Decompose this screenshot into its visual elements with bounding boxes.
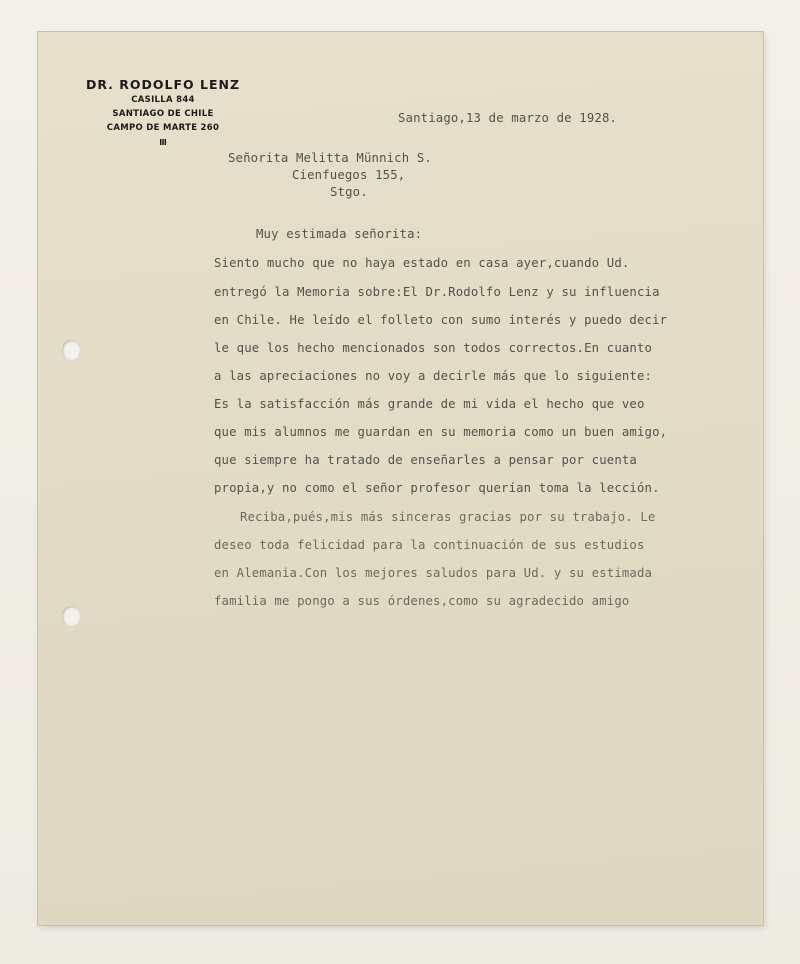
recipient-city: Stgo.: [330, 185, 368, 199]
body-line: a las apreciaciones no voy a decirle más que lo siguiente:: [214, 369, 653, 383]
letterhead-name: DR. RODOLFO LENZ: [85, 77, 241, 92]
punch-hole-top: [62, 340, 80, 360]
punch-hole-bottom: [62, 606, 80, 626]
letterhead-po-box: CASILLA 844: [131, 95, 195, 105]
salutation: Muy estimada señorita:: [256, 227, 423, 241]
letterhead-street: CAMPO DE MARTE 260: [106, 123, 220, 133]
body-line: propia,y no como el señor profesor querían toma la lección.: [214, 481, 660, 495]
body-line: Reciba,pués,mis más sinceras gracias por su trabajo. Le: [240, 510, 656, 524]
letter-date: Santiago,13 de marzo de 1928.: [398, 111, 618, 125]
body-line: Es la satisfacción más grande de mi vida el hecho que veo: [214, 397, 645, 411]
recipient-name: Señorita Melitta Münnich S.: [228, 151, 432, 165]
body-line: que siempre ha tratado de enseñarles a pensar por cuenta: [214, 453, 637, 467]
body-line: en Alemania.Con los mejores saludos para Ud. y su estimada: [214, 566, 653, 580]
letterhead-city: SANTIAGO DE CHILE: [112, 109, 214, 119]
body-line: familia me pongo a sus órdenes,como su agradecido amigo: [214, 594, 630, 608]
body-line: en Chile. He leído el folleto con sumo interés y puedo decir: [214, 313, 668, 327]
body-line: que mis alumnos me guardan en su memoria como un buen amigo,: [214, 425, 668, 439]
recipient-street: Cienfuegos 155,: [292, 168, 406, 182]
body-line: Siento mucho que no haya estado en casa ayer,cuando Ud.: [214, 256, 630, 270]
body-line: deseo toda felicidad para la continuación de sus estudios: [214, 538, 645, 552]
letterhead-mark: Ⅲ: [159, 138, 167, 147]
body-line: le que los hecho mencionados son todos correctos.En cuanto: [214, 341, 653, 355]
body-line: entregó la Memoria sobre:El Dr.Rodolfo Lenz y su influencia: [214, 285, 660, 299]
letterhead: [78, 77, 248, 149]
